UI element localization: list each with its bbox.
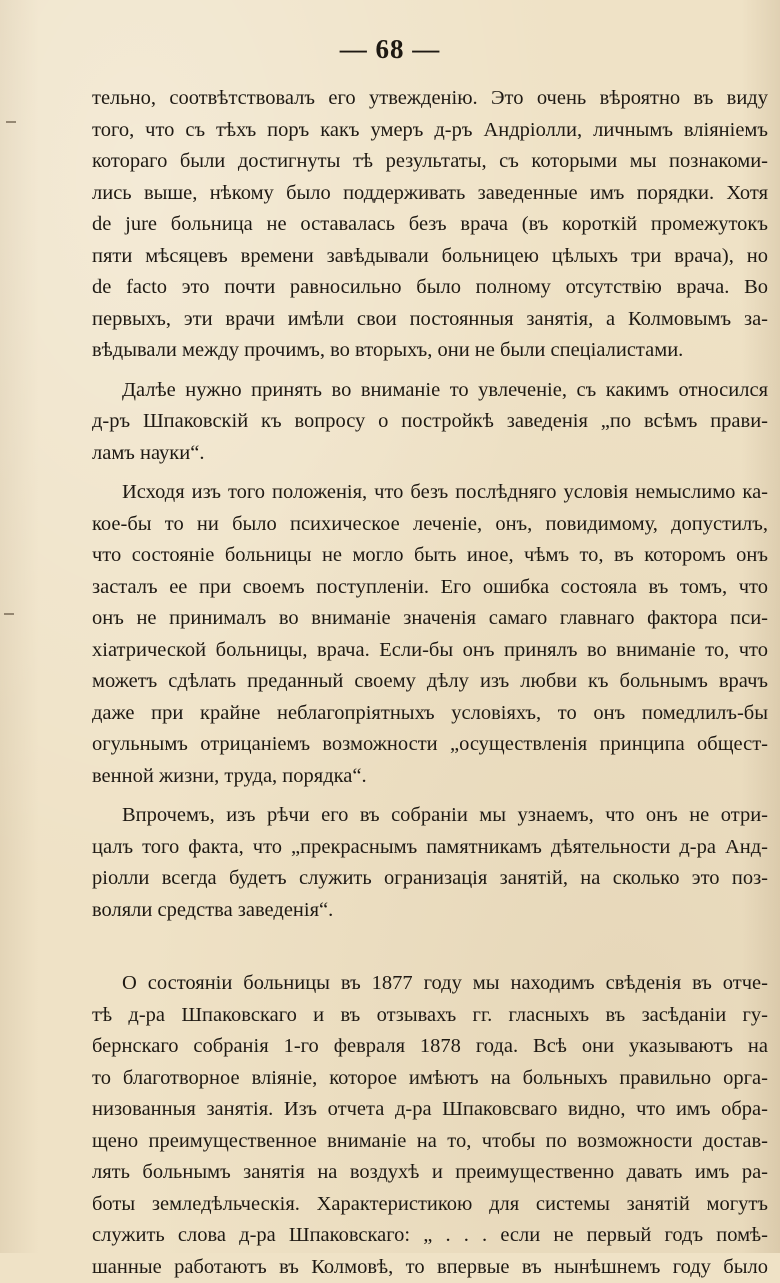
text-line: то благотворное вліяніе, которое имѣютъ на больныхъ правильно орга- (92, 1063, 768, 1095)
text-line: Впрочемъ, изъ рѣчи его въ собраніи мы узнаемъ, что онъ не отри- (92, 800, 768, 832)
text-line: низованныя занятія. Изъ отчета д-ра Шпаковсваго видно, что имъ обра- (92, 1094, 768, 1126)
text-line: О состояніи больницы въ 1877 году мы находимъ свѣденія въ отче- (92, 968, 768, 1000)
text-line: можетъ сдѣлать преданный своему дѣлу изъ любви къ больнымъ врачъ (92, 666, 768, 698)
page-number: — 68 — (0, 34, 780, 65)
text-line: первыхъ, эти врачи имѣли свои постоянныя занятія, а Колмовымъ за- (92, 304, 768, 336)
text-line: венной жизни, труда, порядка“. (92, 761, 768, 793)
text-line: котораго были достигнуты тѣ результаты, съ которыми мы познакоми- (92, 146, 768, 178)
text-line: de jure больница не оставалась безъ врача (въ короткій промежутокъ (92, 209, 768, 241)
text-line: лись выше, нѣкому было поддерживать заведенные имъ порядки. Хотя (92, 178, 768, 210)
text-line: de facto это почти равносильно было полному отсутствію врача. Во (92, 272, 768, 304)
paragraph-4 (92, 800, 768, 926)
text-line: боты земледѣльческія. Характеристикою для системы занятій могутъ (92, 1189, 768, 1221)
text-line: шанные работаютъ въ Колмовѣ, то впервые въ нынѣшнемъ году было (92, 1252, 768, 1283)
text-line: огульнымъ отрицаніемъ возможности „осуществленія принципа общест- (92, 729, 768, 761)
text-line: лять больнымъ занятія на воздухѣ и преимущественно давать имъ ра- (92, 1157, 768, 1189)
paragraph-1 (92, 83, 768, 367)
body-text (92, 83, 768, 1283)
paragraph-3 (92, 477, 768, 792)
text-line: тѣ д-ра Шпаковскаго и въ отзывахъ гг. гласныхъ въ засѣданіи гу- (92, 1000, 768, 1032)
text-line: пяти мѣсяцевъ времени завѣдывали больницею цѣлыхъ три врача), но (92, 241, 768, 273)
paragraph-gap (92, 367, 768, 375)
text-line: служить слова д-ра Шпаковскаго: „ . . . если не первый годъ помѣ- (92, 1220, 768, 1252)
section-gap (92, 926, 768, 968)
text-line: ріолли всегда будетъ служить огранизація занятій, на сколько это поз- (92, 863, 768, 895)
text-line: д-ръ Шпаковскій къ вопросу о постройкѣ заведенія „по всѣмъ прави- (92, 406, 768, 438)
paragraph-gap (92, 792, 768, 800)
text-line: даже при крайне неблагопріятныхъ условіяхъ, то онъ помедлилъ-бы (92, 698, 768, 730)
text-line: тельно, соотвѣтствовалъ его утвежденію. Это очень вѣроятно въ виду (92, 83, 768, 115)
margin-mark (6, 121, 16, 123)
text-line: кое-бы то ни было психическое леченіе, онъ, повидимому, допустилъ, (92, 509, 768, 541)
text-line: воляли средства заведенія“. (92, 895, 768, 927)
text-line: Исходя изъ того положенія, что безъ послѣдняго условія немыслимо ка- (92, 477, 768, 509)
text-line: засталъ ее при своемъ поступленіи. Его ошибка состояла въ томъ, что (92, 572, 768, 604)
text-line: того, что съ тѣхъ поръ какъ умеръ д-ръ Андріолли, личнымъ вліяніемъ (92, 115, 768, 147)
text-line: ламъ науки“. (92, 438, 768, 470)
text-line: бернскаго собранія 1-го февраля 1878 года. Всѣ они указываютъ на (92, 1031, 768, 1063)
text-line: хіатрической больницы, врача. Если-бы онъ принялъ во вниманіе то, что (92, 635, 768, 667)
text-line: щено преимущественное вниманіе на то, чтобы по возможности достав- (92, 1126, 768, 1158)
text-line: что состояніе больницы не могло быть иное, чѣмъ то, въ которомъ онъ (92, 540, 768, 572)
text-line: Далѣе нужно принять во вниманіе то увлеченіе, съ какимъ относился (92, 375, 768, 407)
text-line: вѣдывали между прочимъ, во вторыхъ, они не были спеціалистами. (92, 335, 768, 367)
paragraph-gap (92, 469, 768, 477)
text-line: цалъ того факта, что „прекраснымъ памятникамъ дѣятельности д-ра Анд- (92, 832, 768, 864)
paragraph-2 (92, 375, 768, 470)
text-line: онъ не принималъ во вниманіе значенія самаго главнаго фактора пси- (92, 603, 768, 635)
margin-mark (4, 613, 14, 615)
paragraph-5 (92, 968, 768, 1283)
